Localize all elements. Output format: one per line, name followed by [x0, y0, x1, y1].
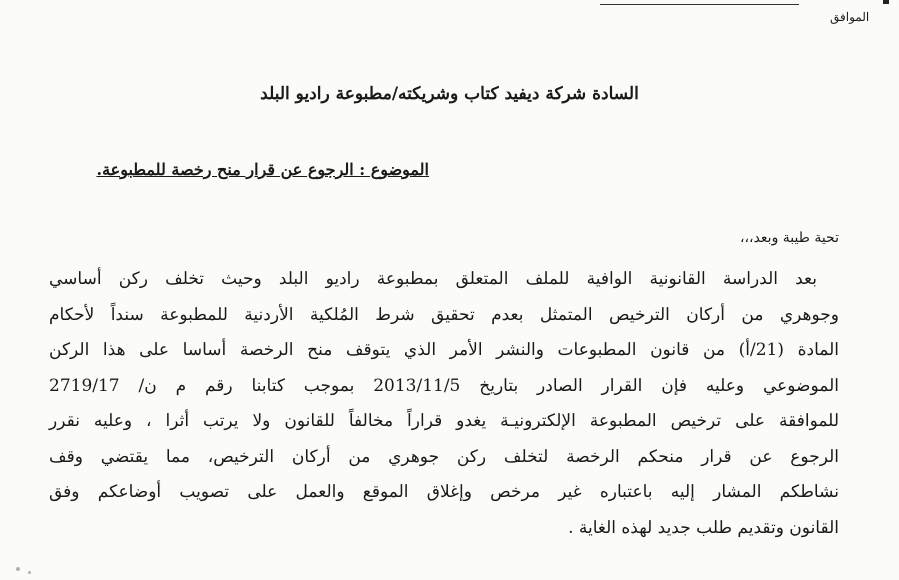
top-rule-line: [600, 4, 799, 5]
letter-body: [49, 262, 839, 546]
date-label: الموافق: [830, 10, 870, 24]
body-line: الرجوع عن قرار منحكم الرخصة لتخلف ركن جوهري من أركان الترخيص، مما يقتضي وقف: [49, 446, 840, 467]
corner-mark: [883, 0, 889, 4]
scan-speck: [28, 571, 31, 574]
greeting-line: تحية طيبة وبعد،،،: [740, 230, 839, 246]
scan-speck: [16, 567, 20, 571]
body-line: الموضوعي وعليه فإن القرار الصادر بتاريخ 2013/11/5 بموجب كتابنا رقم م ن/ 2719/17: [49, 375, 839, 396]
body-line: نشاطكم المشار إليه باعتباره غير مرخص وإغلاق الموقع والعمل على تصويب أوضاعكم وفق: [49, 482, 839, 502]
body-line: وجوهري من أركان الترخيص المتمثل بعدم تحقيق شرط المُلكية الأردنية للمطبوعة سنداً لأحكام: [49, 304, 839, 325]
body-line: القانون وتقديم طلب جديد لهذه الغاية .: [568, 517, 839, 538]
body-line: المادة (21/أ) من قانون المطبوعات والنشر الأمر الذي يتوقف منح الرخصة أساسا على هذا الركن: [49, 340, 839, 360]
body-line: للموافقة على ترخيص المطبوعة الإلكترونيـة يغدو قراراً مخالفاً للقانون ولا يرتب أثرا ، وعليه نقرر: [49, 411, 839, 431]
recipient-line: السادة شركة ديفيد كتاب وشريكته/مطبوعة راديو البلد: [260, 84, 639, 104]
subject-line: الموضوع : الرجوع عن قرار منح رخصة للمطبوعة.: [96, 160, 429, 179]
body-line: بعد الدراسة القانونية الوافية للملف المتعلق بمطبوعة راديو البلد وحيث تخلف ركن أساسي: [49, 269, 817, 289]
